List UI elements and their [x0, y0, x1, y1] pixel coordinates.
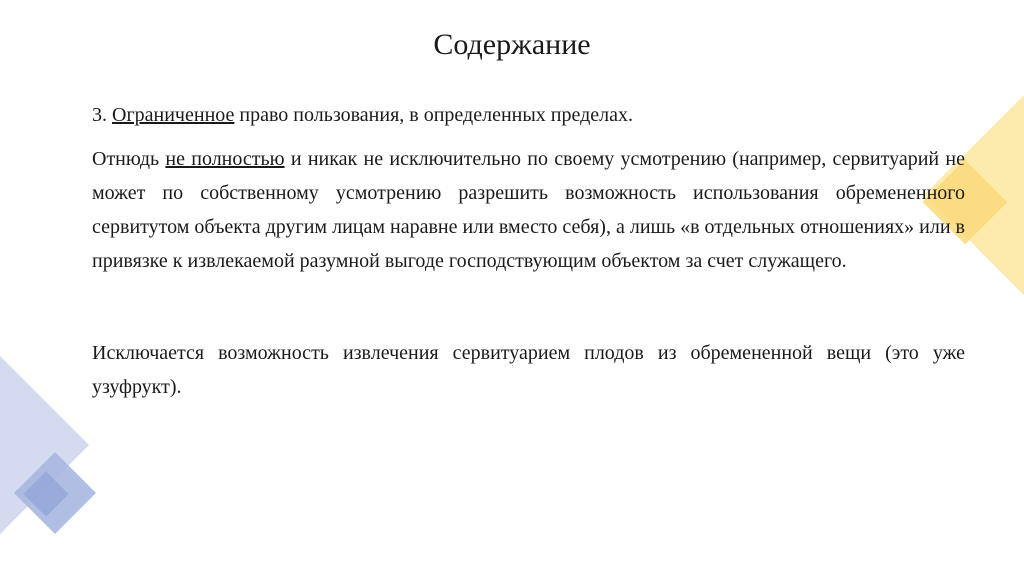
paragraph-not-fully: [92, 142, 965, 278]
underlined-term: не полностью: [165, 148, 285, 170]
paragraph-limited-right: [92, 98, 965, 132]
item-number: 3.: [92, 104, 112, 126]
paragraph-text: и никак не исключительно по своему усмотрению (например, сервитуарий не может по собственному усмотрению разрешить возможность использования обремененного сервитутом объекта другим лицам наравне или вместо себя), а лишь «в отдельных отношениях» или в привязке к извлекаемой разумной выгоде господствующим объектом за счет служащего.: [92, 148, 965, 272]
underlined-term: Ограниченное: [112, 104, 235, 126]
slide-title: Содержание: [433, 28, 591, 61]
slide-content: [92, 98, 965, 404]
paragraph-text: право пользования, в определенных пределах.: [234, 104, 634, 126]
paragraph-lead: Отнюдь: [92, 148, 166, 170]
paragraph-usufruct: Исключается возможность извлечения сервитуарием плодов из обремененной вещи (это уже узуфрукт).: [92, 342, 965, 398]
